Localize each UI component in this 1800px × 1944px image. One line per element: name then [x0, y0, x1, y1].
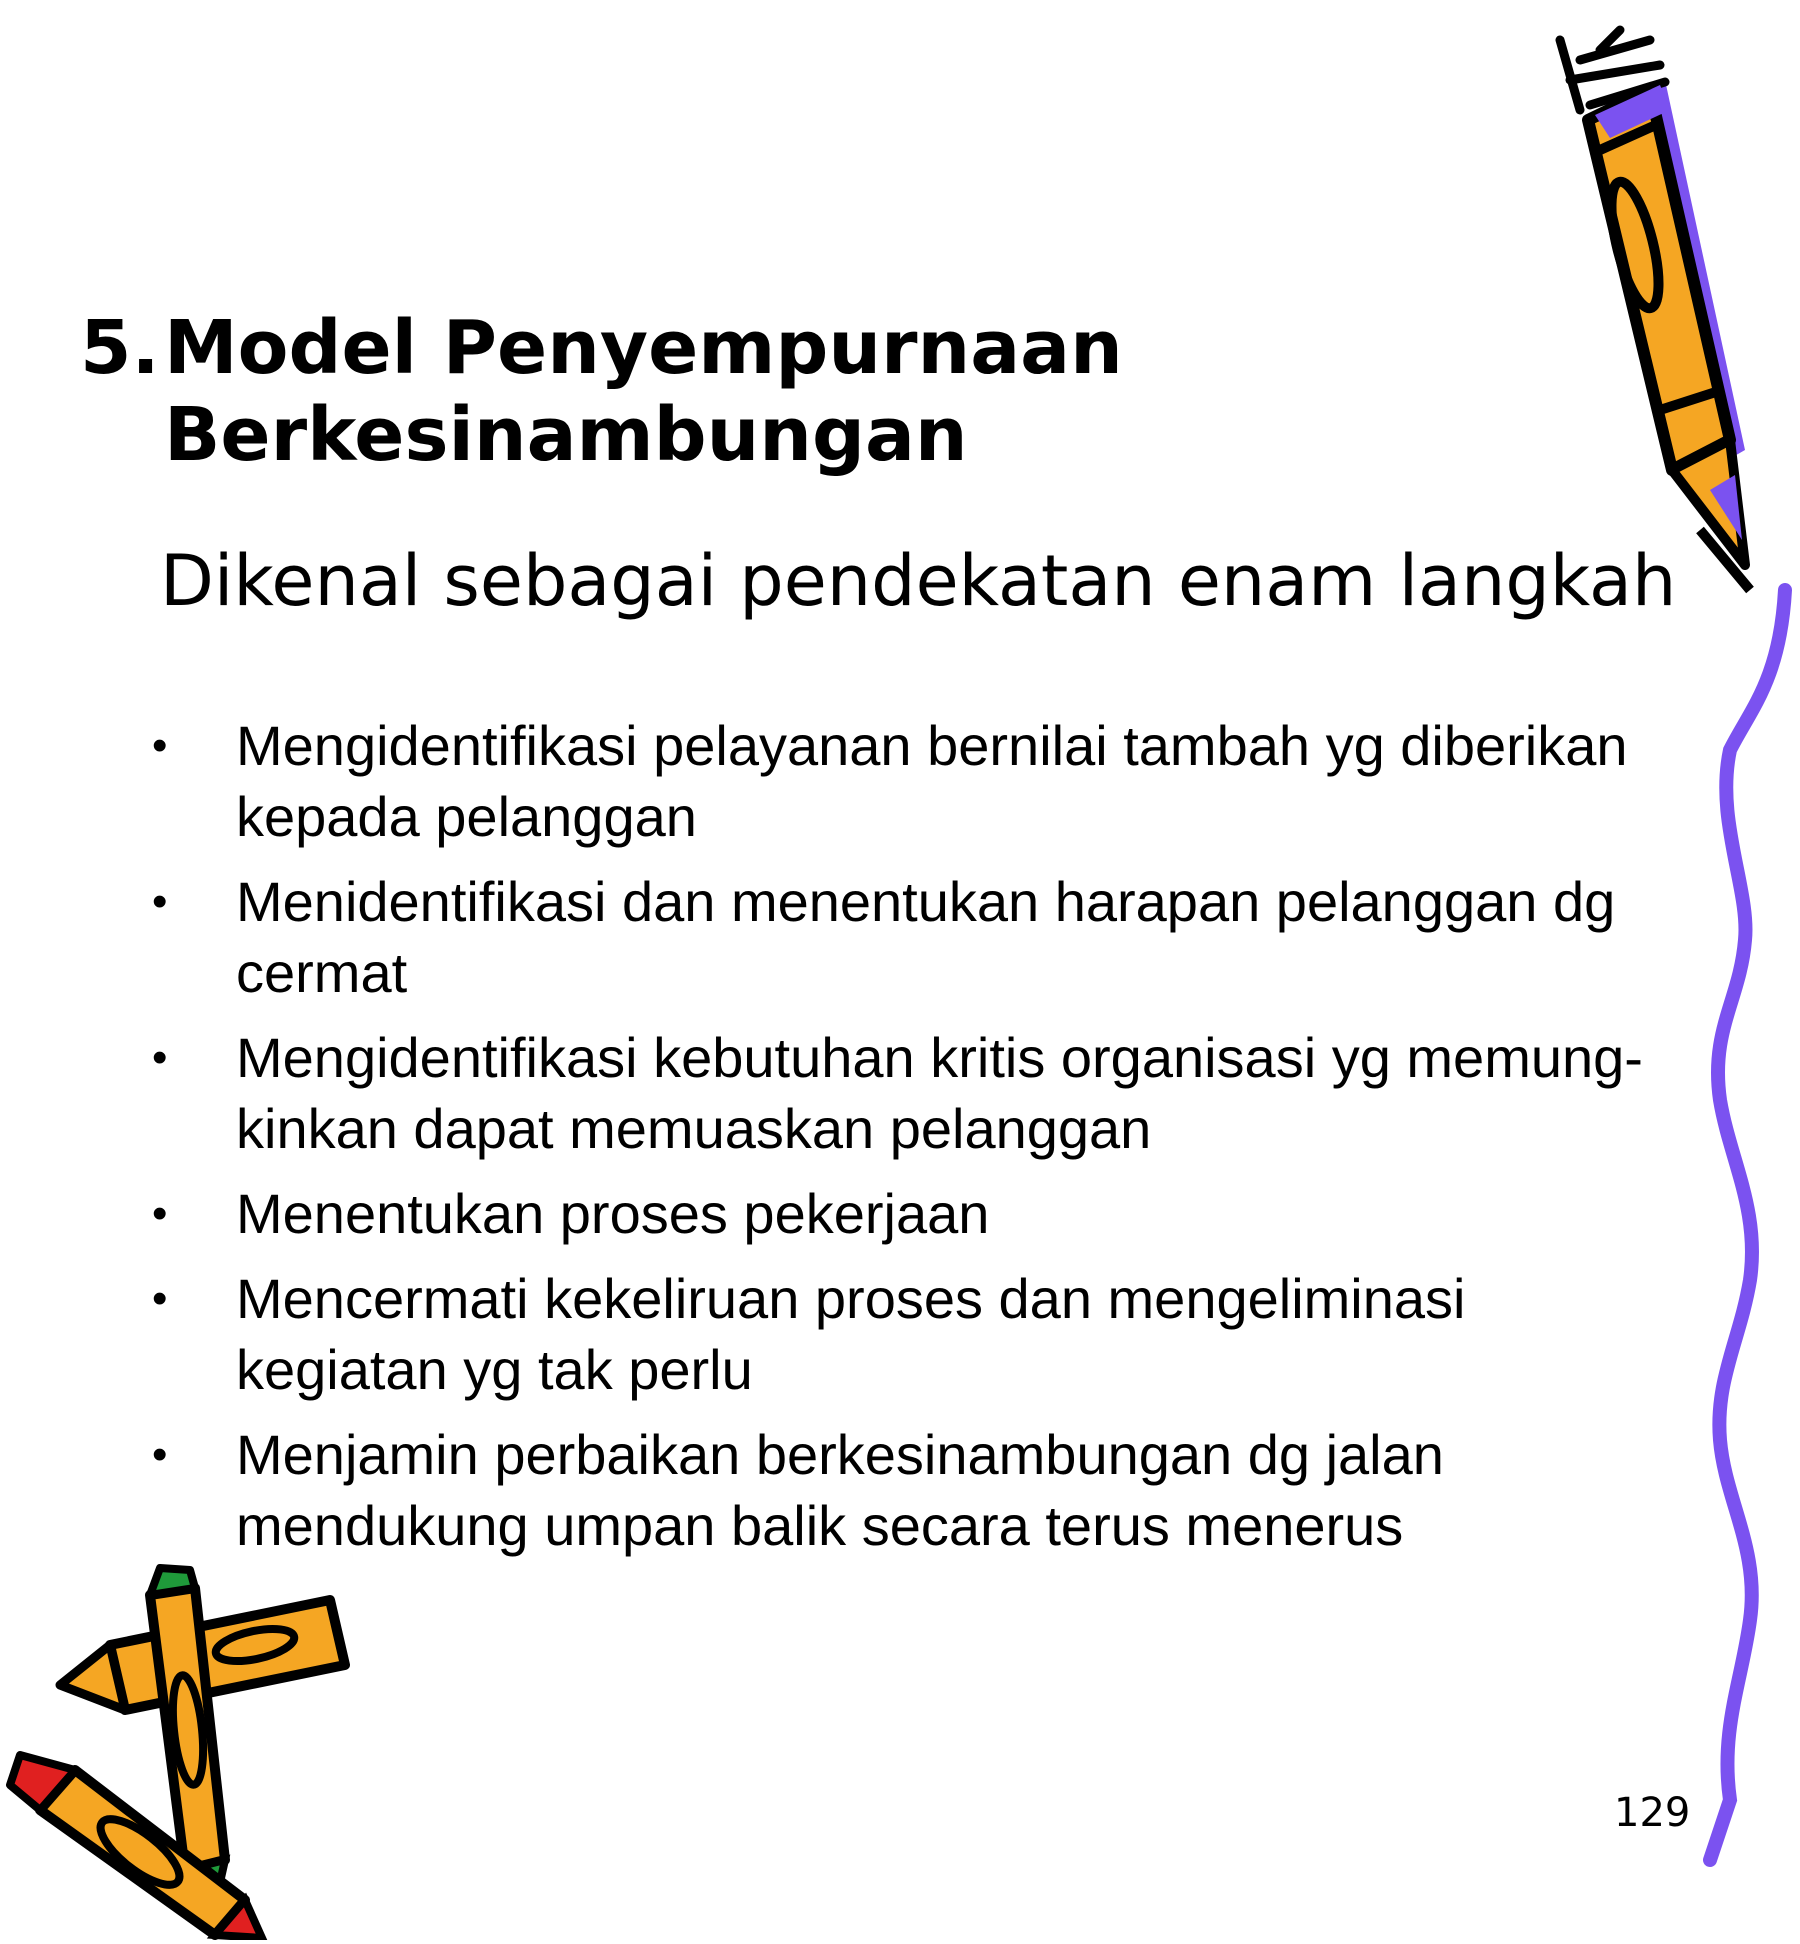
- bullet-icon: •: [152, 877, 168, 926]
- list-item: [150, 1419, 1650, 1561]
- bullet-icon: •: [152, 721, 168, 770]
- list-item-text: Mencermati kekeliruan proses dan mengeliminasi kegiatan yg tak perlu: [236, 1267, 1466, 1401]
- list-item: [150, 710, 1650, 852]
- pencil-icon: [1500, 20, 1800, 620]
- bullet-list: [150, 710, 1650, 1575]
- list-item-text: Mengidentifikasi pelayanan bernilai tambah yg diberikan kepada pelanggan: [236, 714, 1628, 848]
- list-item-text: Menentukan proses pekerjaan: [236, 1182, 990, 1245]
- slide-subtitle: Dikenal sebagai pendekatan enam langkah: [160, 540, 1677, 622]
- list-item: [150, 866, 1650, 1008]
- bullet-icon: •: [152, 1189, 168, 1238]
- wavy-line-icon: [1690, 560, 1800, 1880]
- list-item: [150, 1022, 1650, 1164]
- crayons-icon: [0, 1560, 380, 1940]
- slide-title: [80, 305, 1123, 479]
- list-item-text: Menidentifikasi dan menentukan harapan pelanggan dg cermat: [236, 870, 1616, 1004]
- list-item: [150, 1178, 1650, 1249]
- bullet-icon: •: [152, 1033, 168, 1082]
- list-item-text: Mengidentifikasi kebutuhan kritis organisasi yg memung-kinkan dapat memuaskan pelanggan: [236, 1026, 1643, 1160]
- bullet-icon: •: [152, 1274, 168, 1323]
- page-number: 129: [1614, 1790, 1691, 1836]
- title-line-1: Model Penyempurnaan: [164, 305, 1123, 391]
- bullet-icon: •: [152, 1430, 168, 1479]
- title-line-2: Berkesinambungan: [164, 392, 968, 478]
- title-number: 5.: [80, 305, 160, 391]
- list-item-text: Menjamin perbaikan berkesinambungan dg jalan mendukung umpan balik secara terus menerus: [236, 1423, 1444, 1557]
- list-item: [150, 1263, 1650, 1405]
